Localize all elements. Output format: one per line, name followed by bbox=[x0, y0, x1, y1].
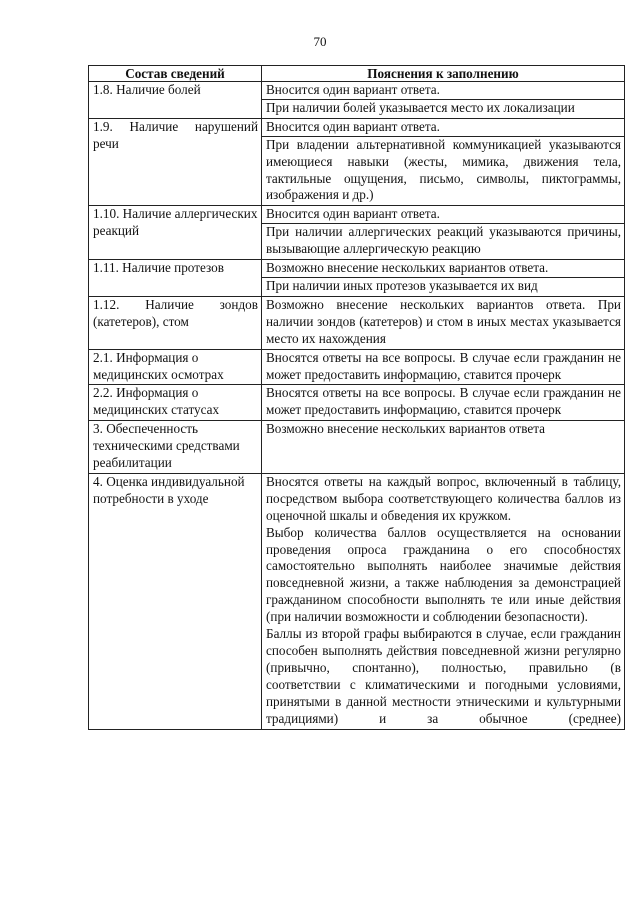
table-row bbox=[89, 296, 625, 349]
explanations-table bbox=[88, 65, 625, 730]
note-paragraph: При наличии аллергических реакций указываются причины, вызывающие аллергическую реакцию bbox=[266, 224, 621, 257]
row-notes-cell bbox=[262, 385, 625, 421]
row-notes-cell bbox=[262, 260, 625, 297]
row-notes-cell bbox=[262, 473, 625, 729]
table-row bbox=[89, 421, 625, 474]
note-paragraph: Выбор количества баллов осуществляется на основании проведения опроса гражданина о его способностях самостоятельно выполнять наиболее значимые действия повседневной жизни, а также наблюдения за демонстрацией гражданином способности выполнять те или иные действия (при наличии возможности и соблюдении безопасности). bbox=[266, 524, 621, 625]
row-name-cell: 3. Обеспеченность техническими средствами реабилитации bbox=[89, 421, 262, 474]
table-row bbox=[89, 118, 625, 206]
note-paragraph: Вносится один вариант ответа. bbox=[262, 119, 624, 137]
row-notes-cell bbox=[262, 206, 625, 260]
table-header-row bbox=[89, 66, 625, 82]
row-notes-cell bbox=[262, 349, 625, 385]
note-paragraph: Возможно внесение нескольких вариантов ответа. При наличии зондов (катетеров) и стом в иных местах указывается место их нахождения bbox=[266, 296, 621, 346]
note-paragraph: Баллы из второй графы выбираются в случае, если гражданин способен выполнять действия повседневной жизни регулярно (привычно, спонтанно), полностью, правильно (в соответствии с климатическими и погодными условиями, принятыми в данной местности этническими и культурными традициями) и за обычное (среднее) bbox=[266, 626, 621, 726]
row-notes-cell bbox=[262, 82, 625, 119]
note-paragraph: Вносится один вариант ответа. bbox=[262, 206, 624, 224]
row-name-cell: 1.9. Наличие нарушений речи bbox=[89, 118, 262, 206]
column-header: Состав сведений bbox=[89, 66, 262, 82]
table-row bbox=[89, 82, 625, 119]
table-row bbox=[89, 473, 625, 729]
note-paragraph: При владении альтернативной коммуникацией указываются имеющиеся навыки (жесты, мимика, движения тела, тактильные ощущения, письмо, символы, пиктограммы, изображения и др.) bbox=[266, 136, 621, 203]
note-paragraph: При наличии иных протезов указывается их вид bbox=[266, 277, 538, 293]
row-name-cell: 1.8. Наличие болей bbox=[89, 82, 262, 119]
row-name-cell: 4. Оценка индивидуальной потребности в уходе bbox=[89, 473, 262, 729]
note-paragraph: Вносятся ответы на все вопросы. В случае если гражданин не может предоставить информацию, ставится прочерк bbox=[266, 385, 621, 418]
row-name-cell: 1.10. Наличие аллергических реакций bbox=[89, 206, 262, 260]
row-name-cell: 2.1. Информация о медицинских осмотрах bbox=[89, 349, 262, 385]
note-paragraph: Вносится один вариант ответа. bbox=[262, 82, 624, 100]
table-row bbox=[89, 385, 625, 421]
note-paragraph: Возможно внесение нескольких вариантов ответа. bbox=[262, 260, 624, 278]
table-row bbox=[89, 260, 625, 297]
table-row bbox=[89, 206, 625, 260]
note-paragraph: Вносятся ответы на все вопросы. В случае если гражданин не может предоставить информацию, ставится прочерк bbox=[266, 349, 621, 382]
page-number: 70 bbox=[313, 34, 327, 49]
row-notes-cell bbox=[262, 118, 625, 206]
note-paragraph: Возможно внесение нескольких вариантов ответа bbox=[266, 421, 546, 437]
column-header: Пояснения к заполнению bbox=[262, 66, 625, 82]
row-name-cell: 1.12. Наличие зондов (катетеров), стом bbox=[89, 296, 262, 349]
note-paragraph: При наличии болей указывается место их локализации bbox=[266, 99, 575, 115]
row-notes-cell bbox=[262, 296, 625, 349]
row-name-cell: 2.2. Информация о медицинских статусах bbox=[89, 385, 262, 421]
row-name-cell: 1.11. Наличие протезов bbox=[89, 260, 262, 297]
table-row bbox=[89, 349, 625, 385]
note-paragraph: Вносятся ответы на каждый вопрос, включенный в таблицу, посредством выбора соответствующего количества баллов из оценочной шкалы и обведения их кружком. bbox=[266, 473, 621, 523]
row-notes-cell bbox=[262, 421, 625, 474]
